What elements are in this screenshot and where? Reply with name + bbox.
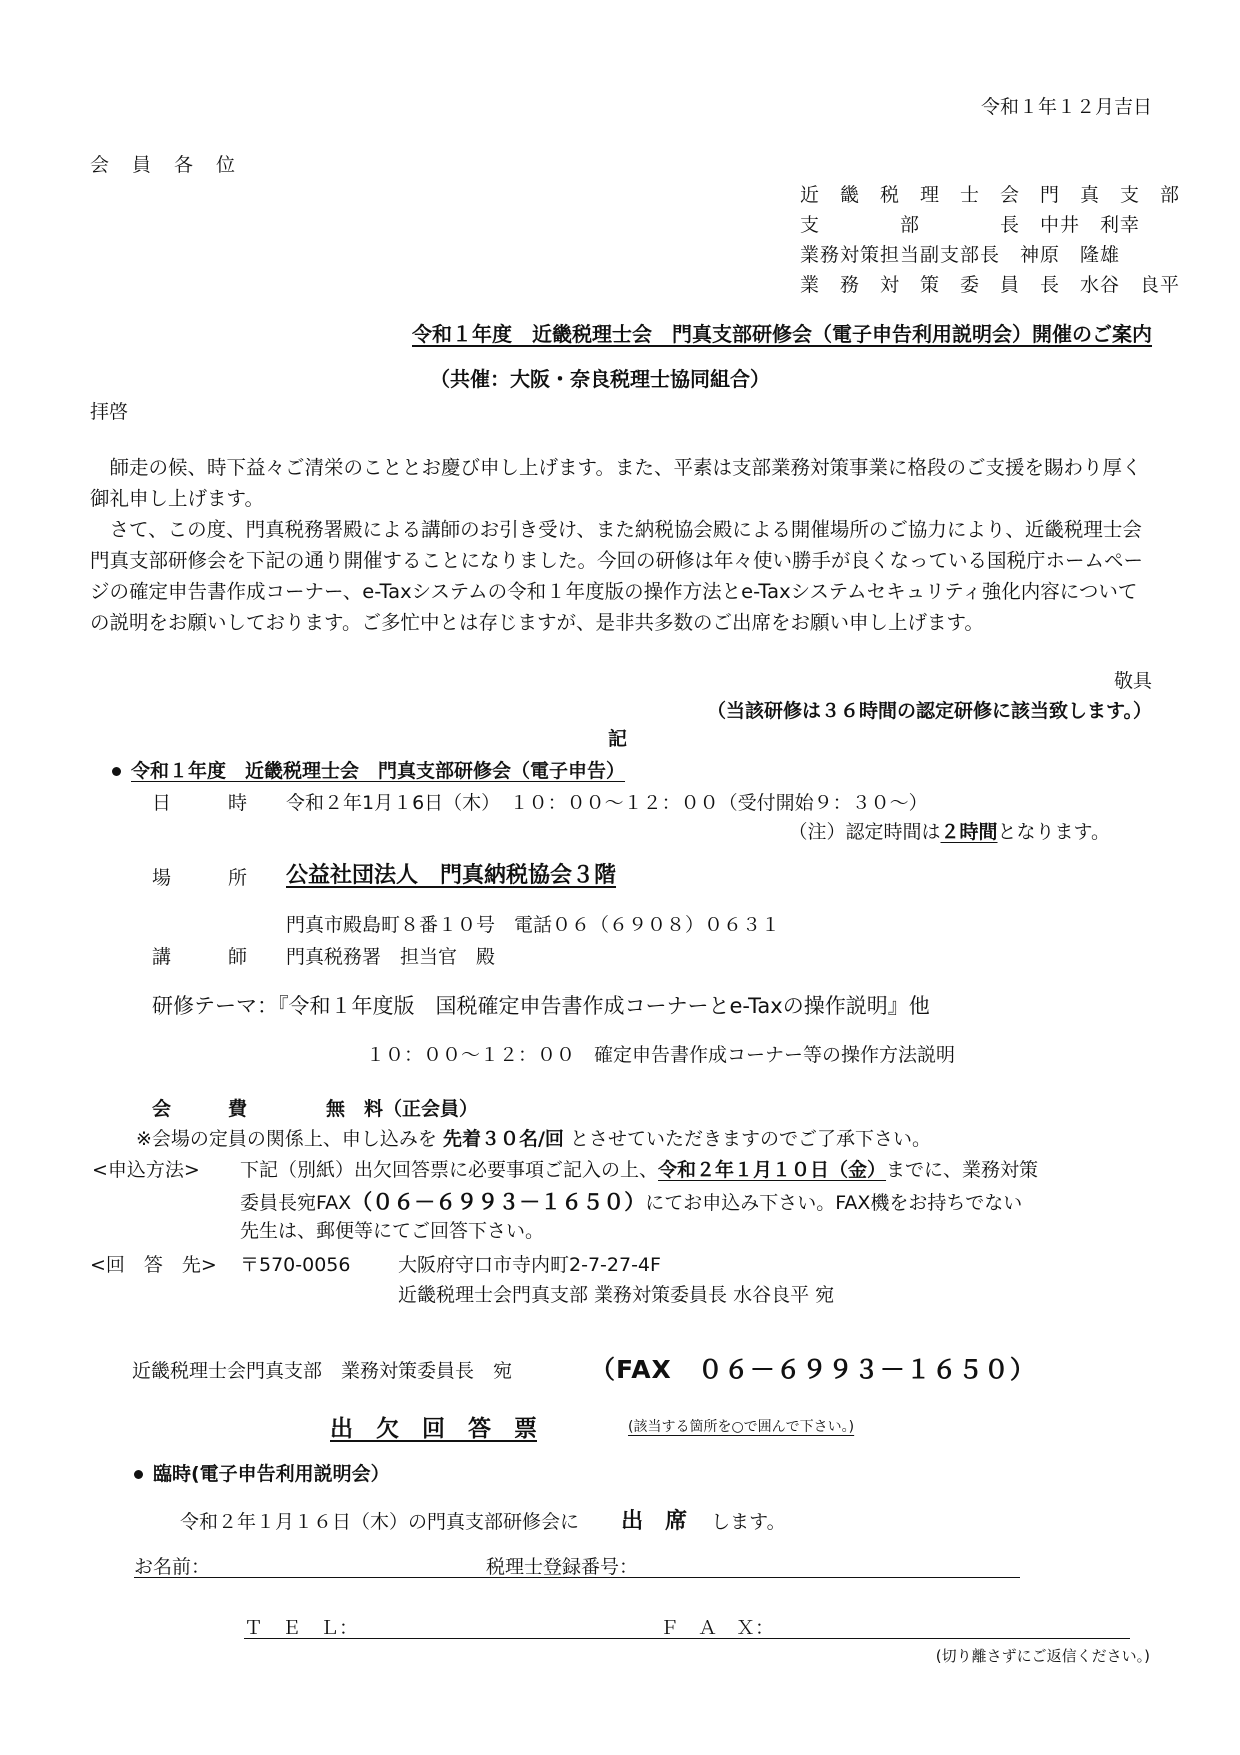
name-label: お名前： [134, 1556, 211, 1578]
place-address: 門真市殿島町８番１０号 電話０６（６９０８）０６３１ [286, 914, 781, 936]
place-value: 公益社団法人 門真納税協会３階 [286, 863, 617, 888]
capacity-note: ※会場の定員の関係上、申し込みを 先着３０名/回 とさせていただきますのでご了承下さい。 [136, 1128, 931, 1150]
sender-line: 業務対策担当副支部長 神原 隆雄 [800, 244, 1121, 266]
body-paragraph-2: さて、この度、門真税務署殿による講師のお引き受け、また納税協会殿による開催場所のご協力により、近畿税理士会門真支部研修会を下記の通り開催することになりました。今回の研修は年々使い勝手が良くなっている国税庁ホームページの確定申告書作成コーナー、e-Taxシステムの令和１年度版の操作方法とe-Taxシステムセキュリティ強化内容についての説明をお願いしております。ご多忙中とは存じますが、是非共多数のご出席をお願い申し上げます。 [90, 518, 1144, 634]
theme-row [152, 990, 930, 1020]
form-to-fax: （FAX ０６－６９９３－１６５０） [590, 1355, 1036, 1384]
document-date: 令和１年１２月吉日 [980, 96, 1152, 118]
theme-value: 『令和１年度版 国税確定申告書作成コーナーとe-Taxの操作説明』他 [278, 994, 930, 1018]
tel-label: Ｔ Ｅ Ｌ： [244, 1617, 359, 1639]
sender-line: 業 務 対 策 委 員 長 水谷 良平 [800, 274, 1181, 296]
bullet-icon [134, 1470, 143, 1479]
apply-label: <申込方法> [92, 1159, 200, 1181]
lecturer-label: 講 師 [152, 946, 248, 968]
form-title-note: (該当する箇所を○で囲んで下さい。) [628, 1419, 855, 1435]
attendance-line: 令和２年１月１６日（木）の門真支部研修会に 出 席 します。 [180, 1509, 786, 1534]
reply-label: <回 答 先> [90, 1254, 217, 1276]
fee-value: 無 料（正会員） [326, 1098, 479, 1120]
bullet-icon [112, 767, 121, 776]
addressee: 会 員 各 位 [90, 154, 238, 176]
certification-note: （当該研修は３６時間の認定研修に該当致します。） [707, 700, 1152, 722]
reply-zip: 〒570-0056 [240, 1254, 351, 1276]
closing: 敬具 [1113, 670, 1152, 692]
schedule: １０：００～１２：００ 確定申告書作成コーナー等の操作方法説明 [366, 1044, 956, 1066]
form-to-line: 近畿税理士会門真支部 業務対策委員長 宛 [132, 1360, 513, 1382]
event-title: 令和１年度 近畿税理士会 門真支部研修会（電子申告） [112, 756, 625, 783]
footer-note: (切り離さずにご返信ください。) [935, 1647, 1150, 1665]
date-label: 日 時 [152, 792, 248, 814]
attend-word[interactable]: 出 席 [621, 1509, 688, 1534]
form-event: 臨時(電子申告利用説明会） [134, 1459, 390, 1486]
apply-line-1: 下記（別紙）出欠回答票に必要事項ご記入の上、令和２年１月１０日（金）までに、業務対策 [240, 1159, 1039, 1181]
form-title: 出 欠 回 答 票 [330, 1416, 537, 1442]
theme-label: 研修テーマ： [152, 994, 278, 1018]
cert-hours-note: （注）認定時間は２時間となります。 [788, 821, 1110, 843]
date-value: 令和２年1月１6日（木） １０：００～１２：００（受付開始９：３０～） [286, 792, 928, 814]
apply-line-2: 委員長宛FAX（０６－６９９３－１６５０）にてお申込み下さい。FAX機をお持ちでない [240, 1190, 1023, 1214]
reply-to: 近畿税理士会門真支部 業務対策委員長 水谷良平 宛 [398, 1284, 835, 1306]
fax-label: Ｆ Ａ Ｘ： [660, 1617, 775, 1639]
subtitle: （共催：大阪・奈良税理士協同組合） [430, 367, 770, 391]
sender-line: 近 畿 税 理 士 会 門 真 支 部 [800, 184, 1181, 206]
lecturer-value: 門真税務署 担当官 殿 [286, 946, 496, 968]
page-title: 令和１年度 近畿税理士会 門真支部研修会（電子申告利用説明会）開催のご案内 [412, 322, 1152, 346]
tel-fax-field[interactable] [244, 1638, 1130, 1639]
place-label: 場 所 [152, 867, 248, 889]
body-paragraph-1: 師走の候、時下益々ご清栄のこととお慶び申し上げます。また、平素は支部業務対策事業に格段のご支援を賜わり厚く御礼申し上げます。 [90, 456, 1142, 510]
registration-label: 税理士登録番号： [486, 1556, 639, 1578]
reply-address: 大阪府守口市寺内町2-7-27-4F [398, 1254, 661, 1276]
fee-label: 会 費 [152, 1098, 248, 1120]
ki-heading: 記 [608, 728, 628, 750]
apply-line-3: 先生は、郵便等にてご回答下さい。 [240, 1220, 545, 1242]
name-field[interactable] [134, 1577, 1020, 1578]
sender-line: 支 部 長 中井 利幸 [800, 214, 1141, 236]
opening-salutation: 拝啓 [90, 401, 129, 423]
